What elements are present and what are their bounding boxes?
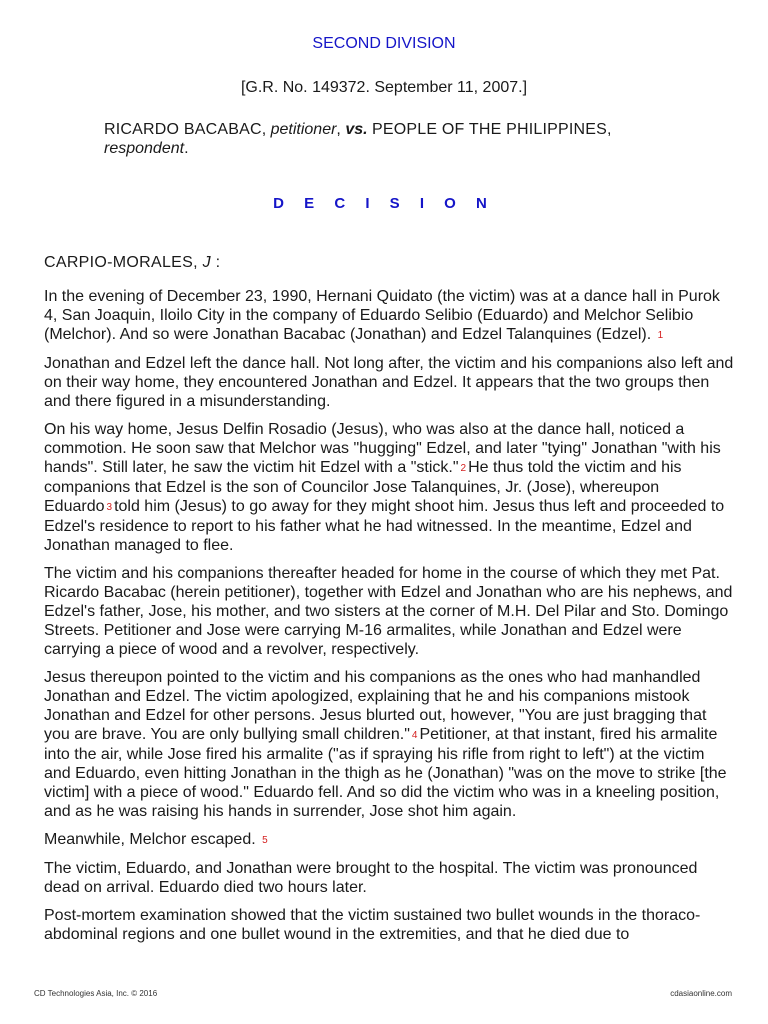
gr-number: [G.R. No. 149372. September 11, 2007.]: [240, 79, 528, 96]
paragraph-text: Meanwhile, Melchor escaped.: [44, 831, 256, 848]
ponente-name: CARPIO-MORALES,: [44, 254, 198, 271]
paragraph-text: Jonathan and Edzel left the dance hall. Not long after, the victim and his companions also left and on their way home, they encountered Jonathan and Edzel. It appears that the two groups then and there figured in a misunderstanding.: [44, 355, 734, 410]
versus-label: vs.: [345, 121, 368, 138]
footer-website: cdasiaonline.com: [670, 989, 732, 998]
respondent-name: PEOPLE OF THE PHILIPPINES: [372, 121, 608, 138]
paragraph-text: On his way home, Jesus Delfin Rosadio (Jesus), who was also at the dance hall, noticed a commotion. He soon saw that Melchor was "hugging" Edzel, and later "tying" Jonathan "with his hands". Still later, he saw the victim hit Edzel with a "stick.": [44, 421, 721, 476]
paragraph-1: [44, 287, 734, 345]
footer-copyright: CD Technologies Asia, Inc. © 2016: [34, 989, 158, 998]
paragraph-text: Petitioner, at that instant, fired his armalite into the air, while Jose fired his armalite ("as if spraying his rifle from right to left") at the victim and Eduardo, even hitting Jonathan in the thigh as he (Jonathan) "was on the move to strike [the victim] with a piece of wood." Eduardo fell. And so did the victim who was in a kneeling position, and as he was raising his hands in surrender, Jose shot him again.: [44, 726, 727, 820]
paragraph-text: told him (Jesus) to go away for they might shoot him. Jesus thus left and proceeded to Edzel's residence to report to his father what he had witnessed. In the meantime, Edzel and Jonathan managed to flee.: [44, 498, 725, 554]
paragraph-6: [44, 830, 734, 850]
petitioner-name: RICARDO BACABAC: [104, 121, 262, 138]
paragraph-5: [44, 668, 734, 821]
paragraph-text: The victim and his companions thereafter headed for home in the course of which they met Pat. Ricardo Bacabac (herein petitioner), together with Edzel and Jonathan who are his nephews, and Edzel's father, Jose, his mother, and two sisters at the corner of M.H. Del Pilar and Sto. Domingo Streets. Petitioner and Jose were carrying M-16 armalites, while Jonathan and Edzel were carrying a piece of wood and a revolver, respectively.: [44, 565, 733, 658]
paragraph-4: [44, 564, 734, 659]
footnote-link[interactable]: 2: [460, 463, 467, 474]
paragraph-text: Jesus thereupon pointed to the victim and his companions as the ones who had manhandled Jonathan and Edzel. The victim apologized, explaining that he and his companions mistook Jonathan and Edzel for other persons. Jesus blurted out, however, "You are just bragging that you are brave. You are only bullying small children.": [44, 669, 707, 743]
paragraph-3: [44, 420, 734, 555]
paragraph-text: Post-mortem examination showed that the victim sustained two bullet wounds in the thoraco-abdominal regions and one bullet wound in the extremities, and that he died due to: [44, 907, 701, 943]
footnote-link[interactable]: 1: [657, 330, 664, 341]
division-heading: SECOND DIVISION: [312, 35, 456, 52]
paragraph-2: [44, 354, 734, 411]
ponente: CARPIO-MORALES, J :: [44, 254, 221, 271]
paragraph-text: The victim, Eduardo, and Jonathan were brought to the hospital. The victim was pronounced dead on arrival. Eduardo died two hours later.: [44, 860, 698, 896]
paragraph-8: [44, 906, 734, 944]
decision-body: [44, 287, 734, 953]
paragraph-text: He thus told the victim and his companions that Edzel is the son of Councilor Jose Talanquines, Jr. (Jose), whereupon Eduardo: [44, 459, 682, 515]
footnote-link[interactable]: 3: [106, 502, 113, 513]
ponente-title: J: [202, 254, 211, 271]
case-parties: RICARDO BACABAC, petitioner, vs. PEOPLE OF THE PHILIPPINES, respondent.: [104, 121, 612, 157]
decision-heading: D E C I S I O N: [273, 195, 495, 212]
respondent-role: respondent: [104, 140, 185, 157]
paragraph-text: In the evening of December 23, 1990, Hernani Quidato (the victim) was at a dance hall in Purok 4, San Joaquin, Iloilo City in the company of Eduardo Selibio (Eduardo) and Melchor Selibio (Melchor). And so were Jonathan Bacabac (Jonathan) and Edzel Talanquines (Edzel).: [44, 288, 720, 343]
footnote-link[interactable]: 5: [262, 835, 268, 846]
paragraph-7: [44, 859, 734, 897]
footnote-link[interactable]: 4: [411, 730, 418, 741]
petitioner-role: petitioner: [270, 121, 337, 138]
